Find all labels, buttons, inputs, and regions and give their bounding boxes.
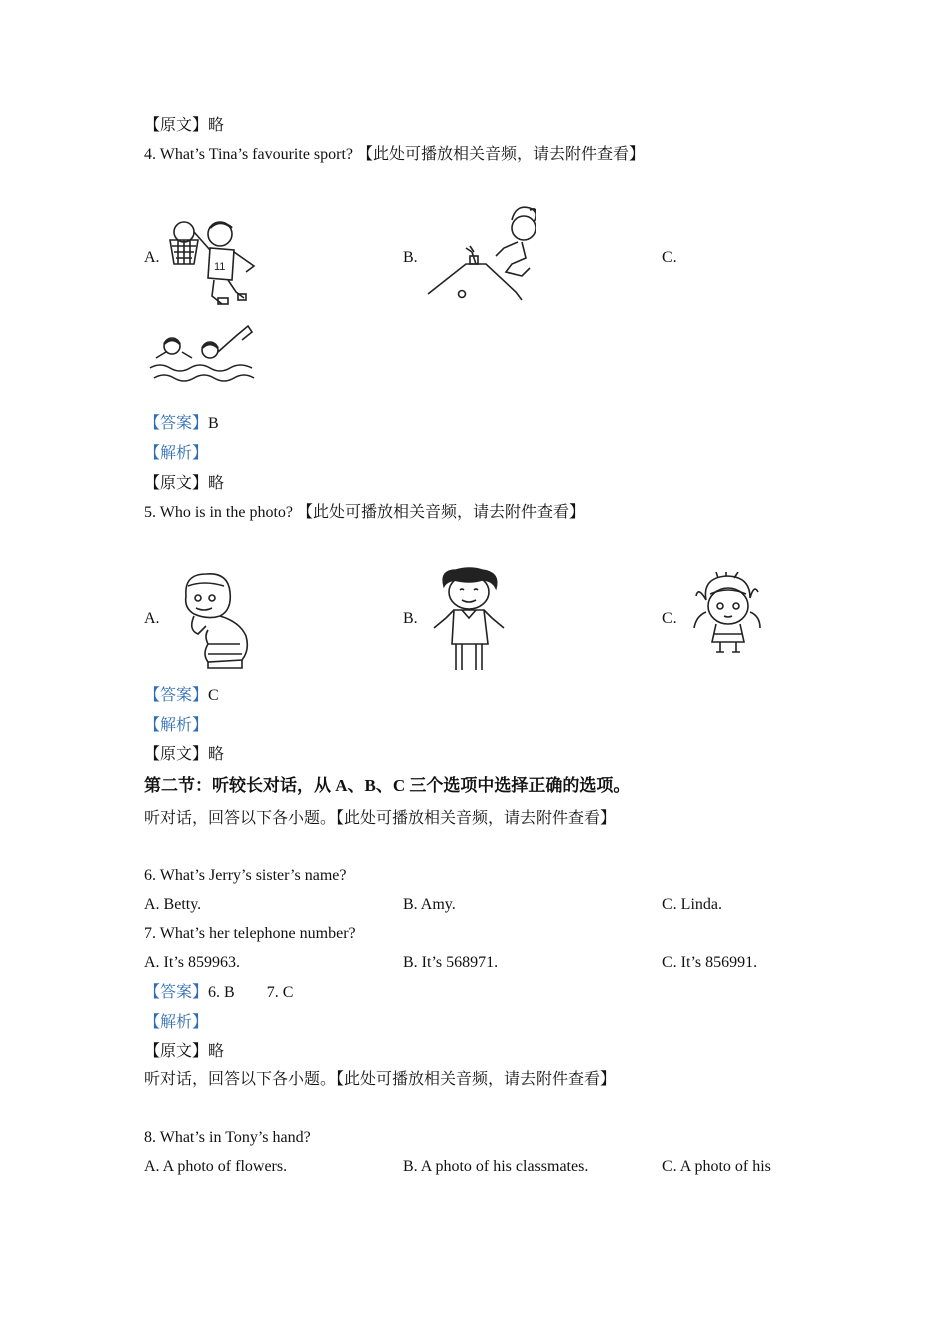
question-8: 8. What’s in Tony’s hand?: [144, 1129, 311, 1146]
analysis-label-4: 【解析】: [144, 445, 209, 462]
option-b-label: B.: [403, 249, 418, 266]
answer-line-4: 【答案】B: [144, 415, 219, 432]
option-a: A. A photo of flowers.: [144, 1158, 288, 1175]
analysis-label-5: 【解析】: [144, 717, 209, 734]
option-b-label: B.: [403, 610, 418, 627]
section-heading: 第二节：听较长对话，从 A、B、C 三个选项中选择正确的选项。: [144, 776, 631, 795]
original-line-5: 【原文】略: [144, 746, 225, 763]
option-a-label: A.: [144, 249, 160, 266]
instruction-line: 听对话，回答以下各小题。【此处可播放相关音频，请去附件查看】: [144, 810, 617, 827]
option-b: B. A photo of his classmates.: [403, 1158, 589, 1175]
question-4: 4. What’s Tina’s favourite sport? 【此处可播放相关音频，请去附件查看】: [144, 146, 646, 163]
svg-text:11: 11: [214, 261, 226, 273]
option-c-label: C.: [662, 249, 677, 266]
basketball-player-icon: [164, 218, 264, 308]
question-6: 6. What’s Jerry’s sister’s name?: [144, 867, 347, 884]
option-c: C. Linda.: [662, 896, 722, 913]
option-b: B. It’s 568971.: [403, 954, 499, 971]
grandmother-icon: [178, 570, 252, 670]
option-c: C. It’s 856991.: [662, 954, 758, 971]
original-line-4: 【原文】略: [144, 475, 225, 492]
question-7: 7. What’s her telephone number?: [144, 925, 356, 942]
answer-line-6-7: 【答案】6. B 7. C: [144, 984, 294, 1001]
instruction-line-2: 听对话，回答以下各小题。【此处可播放相关音频，请去附件查看】: [144, 1071, 617, 1088]
answer-line-5: 【答案】C: [144, 687, 219, 704]
option-a: A. Betty.: [144, 896, 202, 913]
question-5: 5. Who is in the photo? 【此处可播放相关音频，请去附件查看】: [144, 504, 586, 521]
option-c-label: C.: [662, 610, 677, 627]
analysis-label-6-7: 【解析】: [144, 1014, 209, 1031]
option-a-label: A.: [144, 610, 160, 627]
original-line-6-7: 【原文】略: [144, 1043, 225, 1060]
option-a: A. It’s 859963.: [144, 954, 240, 971]
option-b: B. Amy.: [403, 896, 456, 913]
girl-climbing-icon: [426, 202, 536, 302]
little-girl-icon: [692, 572, 762, 658]
woman-icon: [430, 566, 508, 672]
swimmers-icon: [148, 322, 258, 388]
option-c: C. A photo of his: [662, 1158, 771, 1175]
original-line: 【原文】略: [144, 117, 225, 134]
